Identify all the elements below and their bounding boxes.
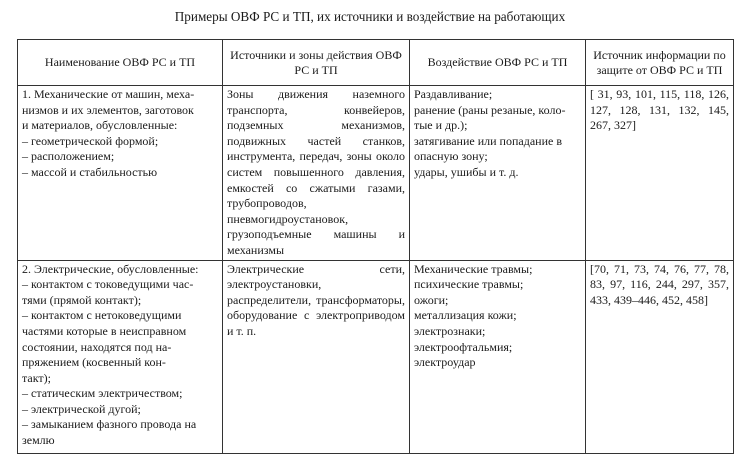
cell-line: – геометрической формой;	[22, 133, 159, 148]
cell-refs: [ 31, 93, 101, 115, 118, 126, 127, 128, 131, 132, 145, 267, 327]	[586, 86, 734, 261]
cell-line: 1. Механические от машин, меха-	[22, 87, 195, 101]
table-row	[18, 86, 734, 261]
cell-line: такт);	[22, 370, 51, 385]
cell-sources: Зоны движения наземного транспорта, конвейеров, подземных механизмов, подвижных частей станков, инструмента, передач, зоны около систем повышенного давления, емкостей со сжатыми газами, трубопроводов, пневмогидроустановок, грузоподъемные машины и механизмы	[223, 86, 410, 261]
cell-line: ожоги;	[414, 292, 449, 307]
header-effect: Воздействие ОВФ РС и ТП	[410, 40, 586, 86]
cell-refs: [70, 71, 73, 74, 76, 77, 78, 83, 97, 116, 244, 297, 357, 433, 439–446, 452, 458]	[586, 260, 734, 453]
cell-line: затягивание или попадание в	[414, 133, 562, 148]
cell-line: – расположением;	[22, 149, 115, 164]
cell-name	[18, 260, 223, 453]
header-sources: Источники и зоны действия ОВФ РС и ТП	[223, 40, 410, 86]
cell-line: металлизация кожи;	[414, 308, 517, 323]
cell-line: и материалов, обусловленные:	[22, 118, 178, 133]
table-row	[18, 260, 734, 453]
cell-line: электроудар	[414, 355, 476, 370]
cell-line: 2. Электрические, обусловленные:	[22, 261, 199, 276]
cell-effect	[410, 86, 586, 261]
cell-line: частями которые в неисправном	[22, 323, 187, 338]
cell-line: – контактом с нетоковедущими	[22, 308, 182, 323]
table-header-row	[18, 40, 734, 86]
cell-effect	[410, 260, 586, 453]
cell-line: удары, ушибы и т. д.	[414, 164, 519, 179]
table-title: Примеры ОВФ РС и ТП, их источники и воздействие на работающих	[174, 9, 566, 24]
cell-line: – электрической дугой;	[22, 401, 141, 416]
cell-line: электроофтальмия;	[414, 339, 513, 354]
cell-line: психические травмы;	[414, 277, 524, 292]
cell-line: – массой и стабильностью	[22, 164, 158, 179]
cell-line: тями (прямой контакт);	[22, 292, 142, 307]
cell-sources: Электрические сети, электроустановки, распределители, трансформаторы, оборудование с электроприводом и т. п.	[223, 260, 410, 453]
cell-name	[18, 86, 223, 261]
cell-line: опасную зону;	[414, 149, 488, 164]
header-refs: Источник информации по защите от ОВФ РС и ТП	[586, 40, 734, 86]
cell-line: электрознаки;	[414, 323, 486, 338]
cell-line: – замыканием фазного провода на	[22, 417, 197, 432]
cell-line: – статическим электричеством;	[22, 386, 183, 401]
cell-line: низмов и их элементов, заготовок	[22, 102, 194, 117]
cell-line: землю	[22, 433, 55, 448]
cell-line: Механические травмы;	[414, 261, 533, 276]
cell-line: Раздавливание;	[414, 87, 493, 101]
cell-line: – контактом с токоведущими час-	[22, 277, 194, 292]
cell-line: ранение (раны резаные, коло-	[414, 102, 566, 117]
cell-line: состоянии, находятся под на-	[22, 339, 172, 354]
header-name: Наименование ОВФ РС и ТП	[18, 40, 223, 86]
hazards-table	[17, 39, 734, 454]
cell-line: тые и др.);	[414, 118, 468, 133]
cell-line: пряжением (косвенный кон-	[22, 355, 166, 370]
